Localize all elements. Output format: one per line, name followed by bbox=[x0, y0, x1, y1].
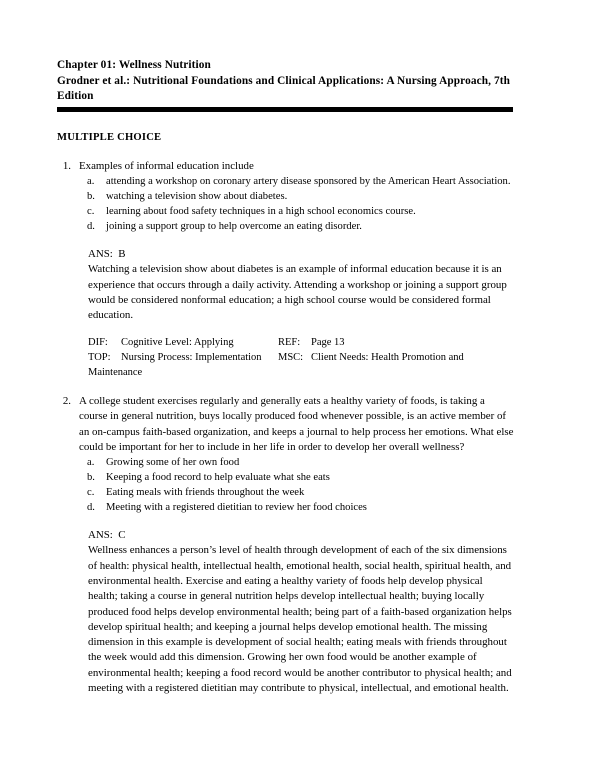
question-stem: Examples of informal education include bbox=[79, 159, 254, 172]
choice-option[interactable] bbox=[87, 500, 514, 515]
choice-text: Growing some of her own food bbox=[106, 457, 240, 469]
question-stem-row bbox=[57, 159, 514, 174]
choice-option[interactable] bbox=[87, 455, 514, 470]
choice-text: joining a support group to help overcome an eating disorder. bbox=[106, 220, 362, 232]
metadata-cell-msc-continuation bbox=[88, 366, 278, 381]
choice-option[interactable] bbox=[87, 174, 514, 189]
choice-text: Keeping a food record to help evaluate what she eats bbox=[106, 472, 330, 484]
metadata-row bbox=[88, 336, 514, 351]
answer-label: ANS: bbox=[88, 529, 113, 542]
header-line-chapter: Chapter 01: Wellness Nutrition bbox=[57, 59, 211, 71]
choice-letter: d. bbox=[87, 502, 95, 514]
choice-text: Eating meals with friends throughout the week bbox=[106, 487, 305, 499]
choice-letter: c. bbox=[87, 205, 95, 217]
metadata-row bbox=[88, 351, 514, 366]
choice-letter: b. bbox=[87, 472, 95, 484]
choice-letter: d. bbox=[87, 220, 95, 232]
section-heading-multiple-choice: MULTIPLE CHOICE bbox=[57, 131, 162, 143]
choice-letter: a. bbox=[87, 175, 95, 187]
page-content bbox=[57, 58, 514, 696]
header-line-title: Grodner et al.: Nutritional Foundations and Clinical Applications: A Nursing Approach, 7th Edition bbox=[57, 74, 511, 103]
choice-option[interactable] bbox=[87, 219, 514, 234]
metadata-value-msc-continuation: Maintenance bbox=[88, 366, 143, 378]
choice-text: attending a workshop on coronary artery disease sponsored by the American Heart Association. bbox=[106, 175, 511, 187]
answer-block bbox=[88, 247, 514, 323]
question-stem: A college student exercises regularly and generally eats a healthy variety of foods, is taking a course in general nutrition, buys locally produced food whenever possible, is an active member of an on-campus faith-based organization, and keeps a journal to help process her emotions. What else could be important for her to include in her life in order to develop her overall wellness? bbox=[79, 395, 514, 453]
metadata-value-top: Nursing Process: Implementation bbox=[121, 352, 262, 364]
choice-option[interactable] bbox=[87, 470, 514, 485]
answer-rationale: Wellness enhances a person’s level of health through development of each of the six dimensions of health: physical health, intellectual health, emotional health, social health, spiritual health, and environmental health. Exercise and eating a healthy variety of foods help develop physical health; taking a course in general nutrition helps develop intellectual health; buying locally produced food helps develop environmental health; being part of a faith-based organization helps develop spiritual health; and keeping a journal helps develop emotional health. The missing dimension in this example is development of social health; eating meals with friends throughout the week would add this dimension. Growing her own food would be another example of environmental health; keeping a food record would be another contributor to physical health; and meeting with a registered dietitian may contribute to physical, intellectual, and emotional health. bbox=[88, 544, 512, 695]
answer-value: B bbox=[118, 247, 126, 260]
metadata-cell-msc bbox=[278, 351, 514, 366]
metadata-value-msc: Client Needs: Health Promotion and bbox=[311, 352, 464, 364]
answer-line bbox=[88, 528, 514, 543]
metadata-cell-top bbox=[88, 351, 278, 366]
choice-letter: a. bbox=[87, 457, 95, 469]
answer-label: ANS: bbox=[88, 247, 113, 260]
metadata-key-ref: REF: bbox=[278, 337, 301, 349]
question-stem-row bbox=[57, 394, 514, 455]
header-divider-rule bbox=[57, 107, 513, 112]
metadata-key-msc: MSC: bbox=[278, 352, 304, 364]
choice-option[interactable] bbox=[87, 189, 514, 204]
choice-option[interactable] bbox=[87, 485, 514, 500]
question-metadata-table bbox=[88, 336, 514, 380]
metadata-cell-ref bbox=[278, 336, 514, 351]
question-number: 1. bbox=[62, 159, 71, 172]
metadata-key-dif: DIF: bbox=[88, 337, 108, 349]
metadata-row-continuation bbox=[88, 366, 514, 381]
answer-rationale: Watching a television show about diabetes is an example of informal education because it is an experience that occurs through a daily activity. Attending a workshop or joining a support group would be considered nonformal education; a high school course would be considered formal education. bbox=[88, 263, 507, 322]
choice-list bbox=[87, 455, 514, 515]
answer-value: C bbox=[118, 529, 126, 542]
choice-option[interactable] bbox=[87, 204, 514, 219]
choice-list bbox=[87, 174, 514, 234]
choice-letter: c. bbox=[87, 487, 95, 499]
choice-letter: b. bbox=[87, 190, 95, 202]
choice-text: Meeting with a registered dietitian to review her food choices bbox=[106, 502, 367, 514]
question-number: 2. bbox=[62, 395, 71, 408]
answer-block bbox=[88, 528, 514, 696]
document-header bbox=[57, 58, 514, 105]
answer-line bbox=[88, 247, 514, 262]
question-item bbox=[57, 159, 514, 380]
question-item bbox=[57, 394, 514, 696]
choice-text: learning about food safety techniques in a high school economics course. bbox=[106, 205, 416, 217]
metadata-cell-dif bbox=[88, 336, 278, 351]
choice-text: watching a television show about diabetes. bbox=[106, 190, 288, 202]
metadata-value-ref: Page 13 bbox=[311, 337, 345, 349]
metadata-value-dif: Cognitive Level: Applying bbox=[121, 337, 234, 349]
metadata-key-top: TOP: bbox=[88, 352, 111, 364]
